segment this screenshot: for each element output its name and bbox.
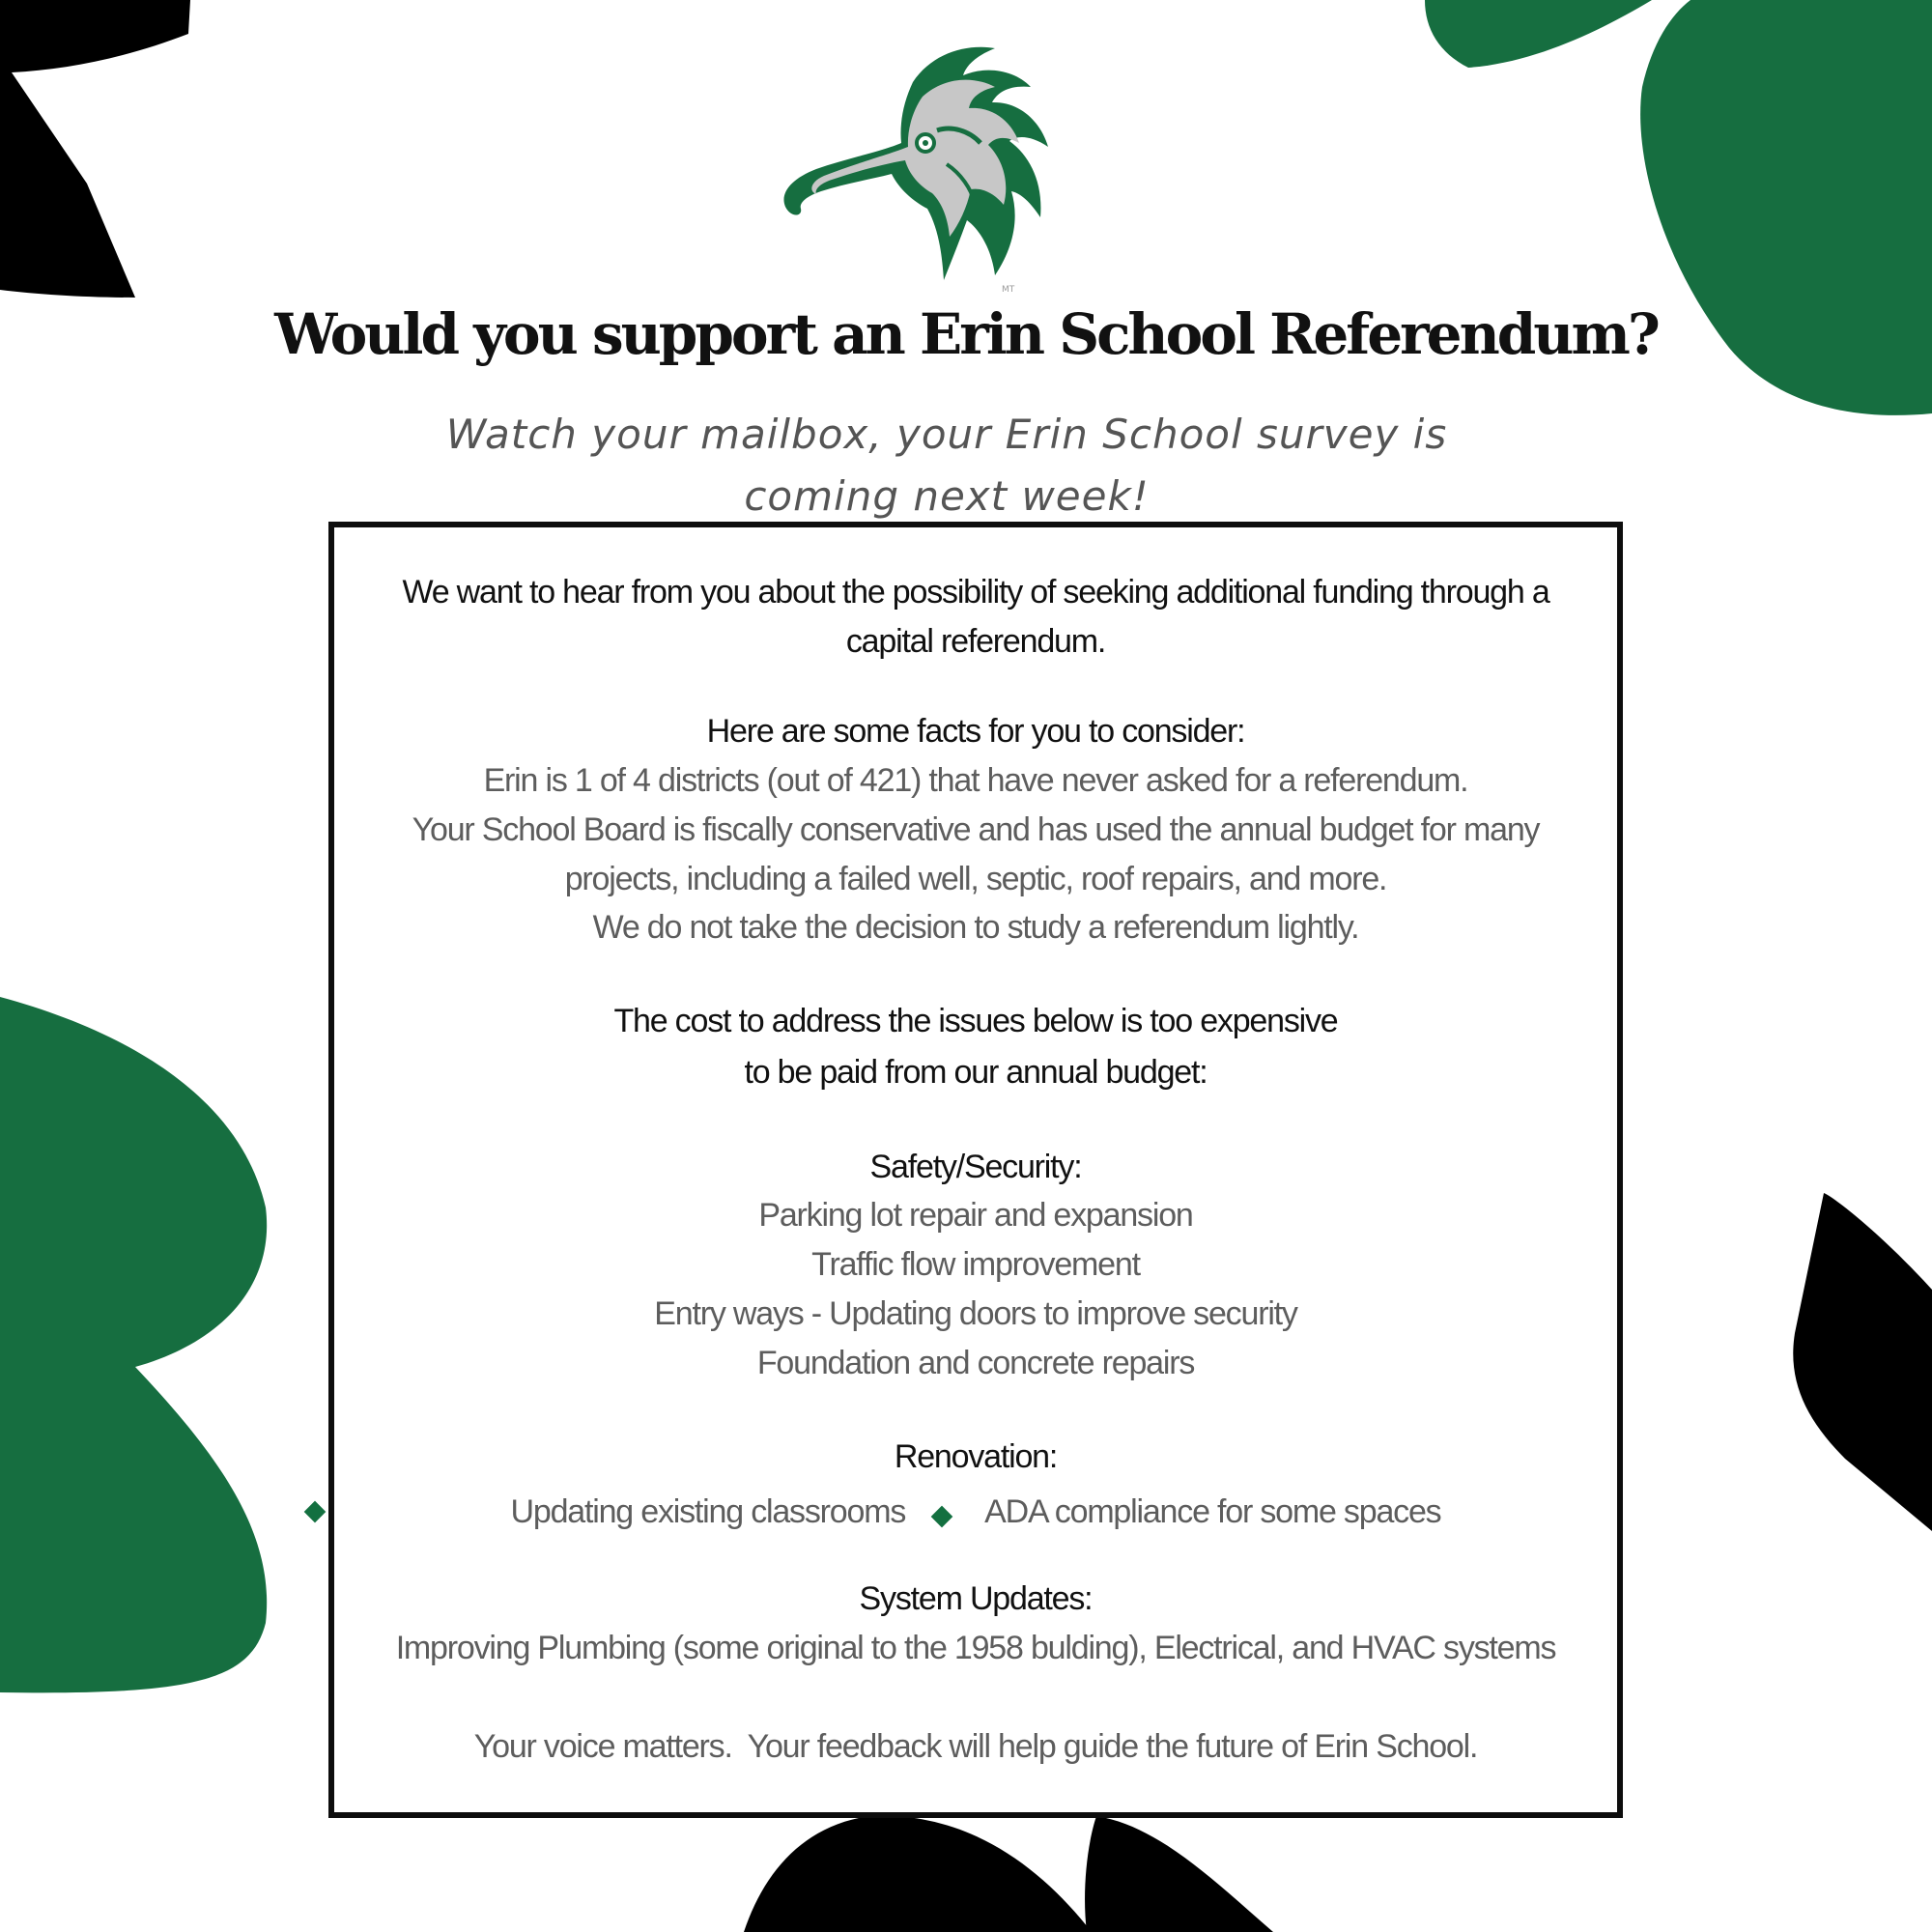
bottom-left-black-leaf [744, 1816, 1092, 1932]
fact-line: Erin is 1 of 4 districts (out of 421) that have never asked for a referendum. [483, 762, 1468, 799]
safety-item: Parking lot repair and expansion [758, 1197, 1193, 1234]
right-black-shape [1793, 1193, 1932, 1531]
facts-heading: Here are some facts for you to consider: [706, 713, 1245, 750]
cost-heading-line-2: to be paid from our annual budget: [744, 1054, 1208, 1091]
top-right-green-shape [1425, 0, 1652, 68]
hawk-mascot-logo [778, 39, 1087, 299]
renovation-items [334, 1493, 1617, 1531]
renovation-heading: Renovation: [894, 1438, 1058, 1475]
fact-line: projects, including a failed well, septic, roof repairs, and more. [564, 861, 1387, 897]
systems-item: Improving Plumbing (some original to the 1958 bulding), Electrical, and HVAC systems [395, 1630, 1556, 1666]
renovation-item: Updating existing classrooms [510, 1493, 906, 1530]
systems-heading: System Updates: [859, 1580, 1093, 1617]
safety-heading: Safety/Security: [869, 1149, 1082, 1185]
top-left-black-shape [0, 0, 190, 298]
safety-item: Foundation and concrete repairs [756, 1345, 1195, 1381]
page-headline: Would you support an Erin School Referendum? [274, 301, 1658, 367]
renovation-item: ADA compliance for some spaces [984, 1493, 1441, 1530]
bottom-right-black-leaf [1085, 1816, 1273, 1932]
fact-line: Your School Board is fiscally conservative and has used the annual budget for many [412, 811, 1540, 848]
safety-item: Traffic flow improvement [811, 1246, 1140, 1283]
intro-line-2: capital referendum. [845, 623, 1106, 660]
logo-initials: MT [1002, 285, 1015, 295]
intro-line-1: We want to hear from you about the possibility of seeking additional funding through a [402, 574, 1549, 611]
subheadline-line-1: Watch your mailbox, your Erin School survey is [445, 411, 1448, 458]
closing-statement: Your voice matters. Your feedback will help guide the future of Erin School. [473, 1728, 1478, 1765]
info-panel [328, 522, 1623, 1818]
diamond-bullet-icon [931, 1505, 953, 1527]
left-green-blob [0, 997, 267, 1692]
fact-line: We do not take the decision to study a referendum lightly. [592, 909, 1359, 946]
subheadline-line-2: coming next week! [744, 472, 1150, 520]
safety-item: Entry ways - Updating doors to improve security [654, 1295, 1297, 1332]
cost-heading-line-1: The cost to address the issues below is too expensive [613, 1003, 1338, 1039]
subheadline [415, 404, 1478, 527]
